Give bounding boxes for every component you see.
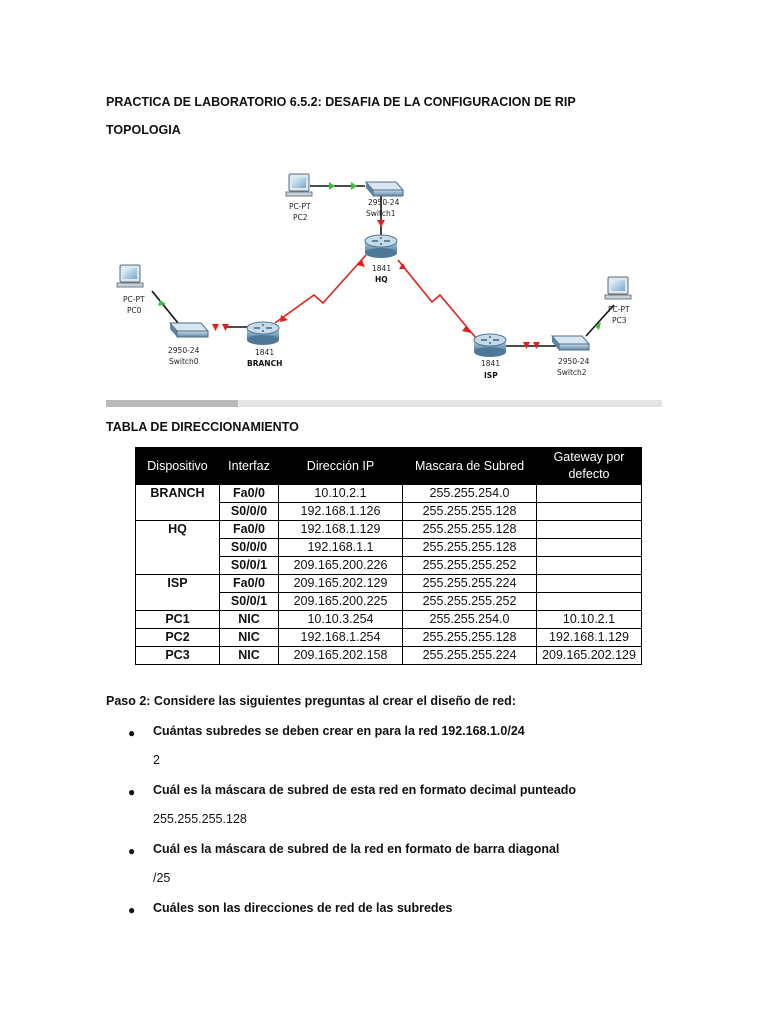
topology-diagram (100, 165, 660, 390)
isp-name-label: ISP (484, 371, 498, 380)
gateway-cell (537, 485, 642, 503)
header-device: Dispositivo (136, 448, 220, 485)
bullet-icon: ● (128, 903, 136, 917)
ip-cell: 192.168.1.1 (279, 539, 403, 557)
hq-type-label: 1841 (372, 264, 392, 273)
interface-cell: NIC (220, 611, 279, 629)
gateway-cell (537, 521, 642, 539)
interface-cell: Fa0/0 (220, 575, 279, 593)
isp-type-label: 1841 (481, 359, 501, 368)
gateway-cell (537, 539, 642, 557)
branch-type-label: 1841 (255, 348, 275, 357)
switch0-device[interactable] (168, 323, 208, 366)
router-icon (474, 334, 506, 357)
ip-cell: 192.168.1.126 (279, 503, 403, 521)
ip-cell: 209.165.200.226 (279, 557, 403, 575)
switch1-type-label: 2950-24 (368, 198, 400, 207)
branch-router[interactable] (247, 322, 282, 368)
switch-icon (366, 182, 403, 196)
header-gateway: Gateway por defecto (537, 448, 642, 485)
gateway-cell: 209.165.202.129 (537, 647, 642, 665)
interface-cell: S0/0/1 (220, 557, 279, 575)
pc3-type-label: PC-PT (608, 305, 630, 314)
ip-cell: 10.10.3.254 (279, 611, 403, 629)
device-cell: BRANCH (136, 485, 220, 521)
switch0-name-label: Switch0 (169, 357, 199, 366)
bullet-icon: ● (128, 785, 136, 799)
gateway-cell: 192.168.1.129 (537, 629, 642, 647)
gateway-cell (537, 503, 642, 521)
page-title: PRACTICA DE LABORATORIO 6.5.2: DESAFIA DE LA CONFIGURACION DE RIP (106, 95, 576, 109)
answer-1: 2 (153, 753, 160, 767)
pc0-device[interactable] (117, 265, 145, 315)
pc2-device[interactable] (286, 174, 312, 222)
question-4: Cuáles son las direcciones de red de las subredes (153, 901, 453, 915)
pc-icon (605, 277, 631, 299)
interface-cell: Fa0/0 (220, 485, 279, 503)
interface-cell: S0/0/0 (220, 503, 279, 521)
question-1: Cuántas subredes se deben crear en para la red 192.168.1.0/24 (153, 724, 525, 738)
hq-name-label: HQ (375, 275, 388, 284)
pc3-name-label: PC3 (612, 316, 627, 325)
hq-router[interactable] (365, 235, 397, 284)
isp-router[interactable] (474, 334, 506, 380)
router-icon (247, 322, 279, 345)
table-heading: TABLA DE DIRECCIONAMIENTO (106, 420, 299, 434)
mask-cell: 255.255.255.252 (403, 557, 537, 575)
ip-cell: 192.168.1.254 (279, 629, 403, 647)
pc3-device[interactable] (605, 277, 631, 325)
mask-cell: 255.255.255.224 (403, 647, 537, 665)
table-row (136, 485, 642, 503)
bullet-icon: ● (128, 844, 136, 858)
answer-2: 255.255.255.128 (153, 812, 247, 826)
header-mask: Mascara de Subred (403, 448, 537, 485)
mask-cell: 255.255.255.128 (403, 521, 537, 539)
interface-cell: S0/0/0 (220, 539, 279, 557)
ip-cell: 10.10.2.1 (279, 485, 403, 503)
answer-3: /25 (153, 871, 171, 885)
mask-cell: 255.255.255.128 (403, 503, 537, 521)
interface-cell: NIC (220, 629, 279, 647)
pc-icon (286, 174, 312, 196)
pc2-name-label: PC2 (293, 213, 308, 222)
pc0-name-label: PC0 (127, 306, 142, 315)
device-cell: HQ (136, 521, 220, 575)
device-cell: PC3 (136, 647, 220, 665)
topology-heading: TOPOLOGIA (106, 123, 181, 137)
pc-icon (117, 265, 143, 287)
gateway-cell (537, 593, 642, 611)
bullet-icon: ● (128, 726, 136, 740)
scrollbar-thumb[interactable] (106, 400, 238, 407)
device-cell: PC1 (136, 611, 220, 629)
header-ip: Dirección IP (279, 448, 403, 485)
branch-name-label: BRANCH (247, 359, 283, 368)
gateway-cell (537, 575, 642, 593)
mask-cell: 255.255.255.128 (403, 539, 537, 557)
mask-cell: 255.255.254.0 (403, 485, 537, 503)
switch-icon (552, 336, 589, 350)
switch1-name-label: Switch1 (366, 209, 396, 218)
table-row (136, 575, 642, 593)
addressing-table (135, 447, 642, 665)
mask-cell: 255.255.254.0 (403, 611, 537, 629)
table-header-row (136, 448, 642, 485)
interface-cell: S0/0/1 (220, 593, 279, 611)
table-row (136, 629, 642, 647)
table-row (136, 611, 642, 629)
gateway-cell: 10.10.2.1 (537, 611, 642, 629)
question-3: Cuál es la máscara de subred de la red en formato de barra diagonal (153, 842, 560, 856)
switch-icon (170, 323, 208, 337)
step2-heading: Paso 2: Considere las siguientes preguntas al crear el diseño de red: (106, 694, 516, 708)
ip-cell: 209.165.202.158 (279, 647, 403, 665)
interface-cell: NIC (220, 647, 279, 665)
switch2-device[interactable] (552, 336, 590, 377)
switch0-type-label: 2950-24 (168, 346, 200, 355)
pc2-type-label: PC-PT (289, 202, 311, 211)
pc0-type-label: PC-PT (123, 295, 145, 304)
gateway-cell (537, 557, 642, 575)
ip-cell: 209.165.200.225 (279, 593, 403, 611)
switch2-type-label: 2950-24 (558, 357, 590, 366)
table-row (136, 647, 642, 665)
interface-cell: Fa0/0 (220, 521, 279, 539)
question-2: Cuál es la máscara de subred de esta red en formato decimal punteado (153, 783, 577, 797)
ip-cell: 192.168.1.129 (279, 521, 403, 539)
horizontal-scrollbar[interactable] (106, 400, 662, 407)
ip-cell: 209.165.202.129 (279, 575, 403, 593)
router-icon (365, 235, 397, 258)
table-row (136, 521, 642, 539)
device-cell: PC2 (136, 629, 220, 647)
mask-cell: 255.255.255.128 (403, 629, 537, 647)
header-interface: Interfaz (220, 448, 279, 485)
mask-cell: 255.255.255.252 (403, 593, 537, 611)
mask-cell: 255.255.255.224 (403, 575, 537, 593)
switch1-device[interactable] (366, 182, 403, 218)
device-cell: ISP (136, 575, 220, 611)
switch2-name-label: Switch2 (557, 368, 587, 377)
